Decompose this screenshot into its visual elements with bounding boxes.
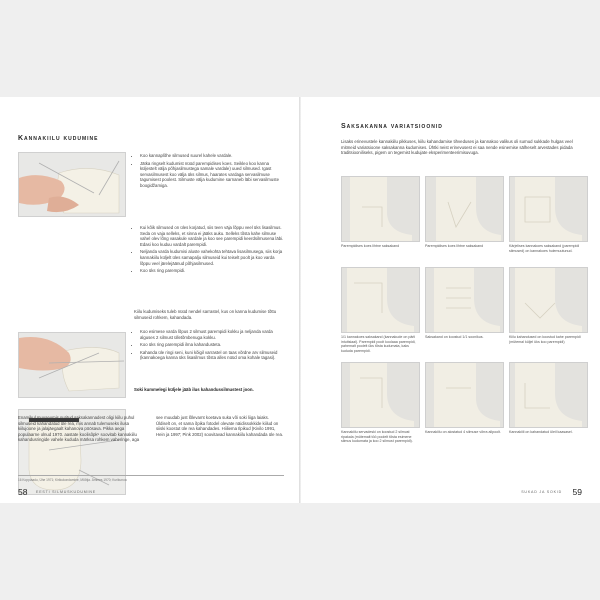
photo-caption: Parempidises koes lihtne saksakand [425, 244, 484, 248]
sock-thumbnail [509, 362, 588, 428]
sock-thumbnail [425, 362, 504, 428]
sock-thumbnail [341, 362, 420, 428]
kiil-paragraph: Kiilu kudumiseks tuleb nüüd nendel sarrastel, kus on kanna kudumise tõttu silmuseid rohkem, kahandada. [134, 309, 277, 320]
sock-thumbnail [341, 267, 420, 333]
right-page [301, 97, 600, 503]
intro-paragraph: Lisaks erinevustele kannakiilu pikkuses, kiilu kahandamise tihveduses ja kannakoo valikus oli surnud sukkade hulgas veel mitmeid variatsioone saksakanna kudumises. Ühtki neist erinevusest ei saa nende esinemise sälheselt arvestades pidada traditsiooniliseks, pigem on tegemist kudujate eksperimenteerimisuvuga. [341, 139, 573, 156]
body-text: Enamikul muuseumis suritud saksakannadest oligi kiilu puhul silmuseid kahandatud üle rea, mis annab tulemuseks ilusa kiilujoone ja jalajäegaalt kahanova pöösava. Pikka aega populaarne olnud 1970. aastate koolisõpk⁵ soovitab kannakiilu kahandusringide vahele kududa märksa rohkem vaheringe, aga see muudab just lõlevamt koetava suka või soki liiga laiaks. Üldiselt on, et sama õpika fotodel olevate näidissokkide kiilud on siiski koostut üle rea kahandades. Hiiliema Ilpikud (Kivilo 1991, Hein ja 1997; Pink 2002) soovitavad kannakiilu kahandada üle rea. [18, 415, 284, 443]
book-spread [0, 97, 600, 503]
photo-caption: Kannakiilu on alostatud 4 silmuse võrra allpoolt. [425, 430, 501, 434]
bullet-item: • Koo esimese varda lõpus 2 silmust parempidi kokku ja neljanda varda alguses 2 silmust ülletõmbenuga kokku. [140, 329, 284, 340]
bullet-list-2 [134, 225, 284, 276]
page-number-right: 59 [572, 487, 582, 497]
photo-caption: Kärjelises kannakoes saksakand (parempidi silmused) on kannakoes hulemuutunud. [509, 244, 580, 253]
sock-thumbnail [341, 176, 420, 242]
photo-knitting-heel-pickup [18, 152, 126, 217]
bullet-item: • Kui kõik silmused on üles korjatud, siis teen väja lõppu veel üks lisasilmus. Seda on vaja selleks, et sinna ei jääks auku. Selleks tõsta kahe silmuse vahel olev lõng vasakule vardale ja koo see parempidi keerdsilmusena läbi. Edasi koo kuduu vardalt parempidi. [140, 225, 284, 247]
right-page-title: Saksakanna variatsioonid [341, 123, 443, 130]
bullet-list-1 [134, 153, 284, 191]
left-page-title: Kannakiilu kudumine [18, 135, 99, 142]
bullet-item: • Kahanda üle ringi seni, kuni kõigil varrastel on taas võrdne arv silmuseid (kannakoega kanna üks lisasilmus tõsta alles nüüd oma kohale tagasi). [140, 350, 284, 361]
bullet-item: • Jätka ringselt kudumist nüüd parempidises koes. Seikleo koo kanna küljestelt välja põhjasilmustega samale vardale) uued silmused. Igast servasilmusest koo välja üks silmus, haarates vardaga servasilmuse tagumisest poolest. Silmuste välja kudumine sarnaneb läbi servasilmuste boogidžamiga. [140, 161, 284, 189]
photo-caption: Kiilu kahandused on koostud kahe parempidi (mütemal küljel üks koo parempidi) [509, 335, 581, 344]
bullet-item: • Neljanda varda kudumisi aluste vahekohta tehtava lisasilmusega, siis korja kannakiilu küljelt üles samapalju silmuseid kui teiselt poolt ja koo varda lõppu veel järelejäänud põhjasilmused. [140, 249, 284, 266]
bullet-item: • Koo üks ring parempidi. [140, 268, 284, 274]
photo-caption: Saksakand on koostud 1/1 soonikus. [425, 335, 484, 339]
footnote: 16 Kopplaadu, Ühe 1971; Kirikukondamine, Mõõtja. Ämmes 1970; Kurikunoa [18, 475, 284, 482]
sock-thumbnail [425, 176, 504, 242]
running-head-right: SUKAD JA SOKID [521, 490, 562, 494]
sock-thumbnail [509, 267, 588, 333]
page-number-left: 58 [18, 487, 28, 497]
bullet-item: • Koo üks ring parempidi ilma kahandusteta. [140, 342, 284, 348]
photo-caption: Parempidises koes lihtne saksakand [341, 244, 400, 248]
photo-caption: 1/1 kannakoes saksakand (kannakude on pärli intuitsiaal). Parempidi poolt koolaaa parempidi, pahemalt poolelt üks tõsta kudumata, kaks kududa parempidi. [341, 335, 416, 353]
photo-gusset-stitches [18, 332, 126, 398]
bold-summary-line: Soki kummelegi küljele jääb ilus kahandussilmustest joon. [134, 387, 254, 392]
bullet-list-3 [134, 329, 284, 363]
photo-caption: Kannakiili on kahandatud üleil kaasasel. [509, 430, 573, 434]
sock-thumbnail [425, 267, 504, 333]
photo-caption: Kannakiilu servadeski on koostud 2 silmust ripakala (mütemalt töö poolelt tõsta esimene silmus kudumata ja koo 2 silmust parempidi). [341, 430, 413, 444]
left-page [0, 97, 299, 503]
bullet-item: • Koo kannaplõhe silmused suurel kahele vardale. [140, 153, 284, 159]
running-head-left: EESTI SILMUSKUDUMINE [36, 490, 96, 494]
sock-thumbnail [509, 176, 588, 242]
